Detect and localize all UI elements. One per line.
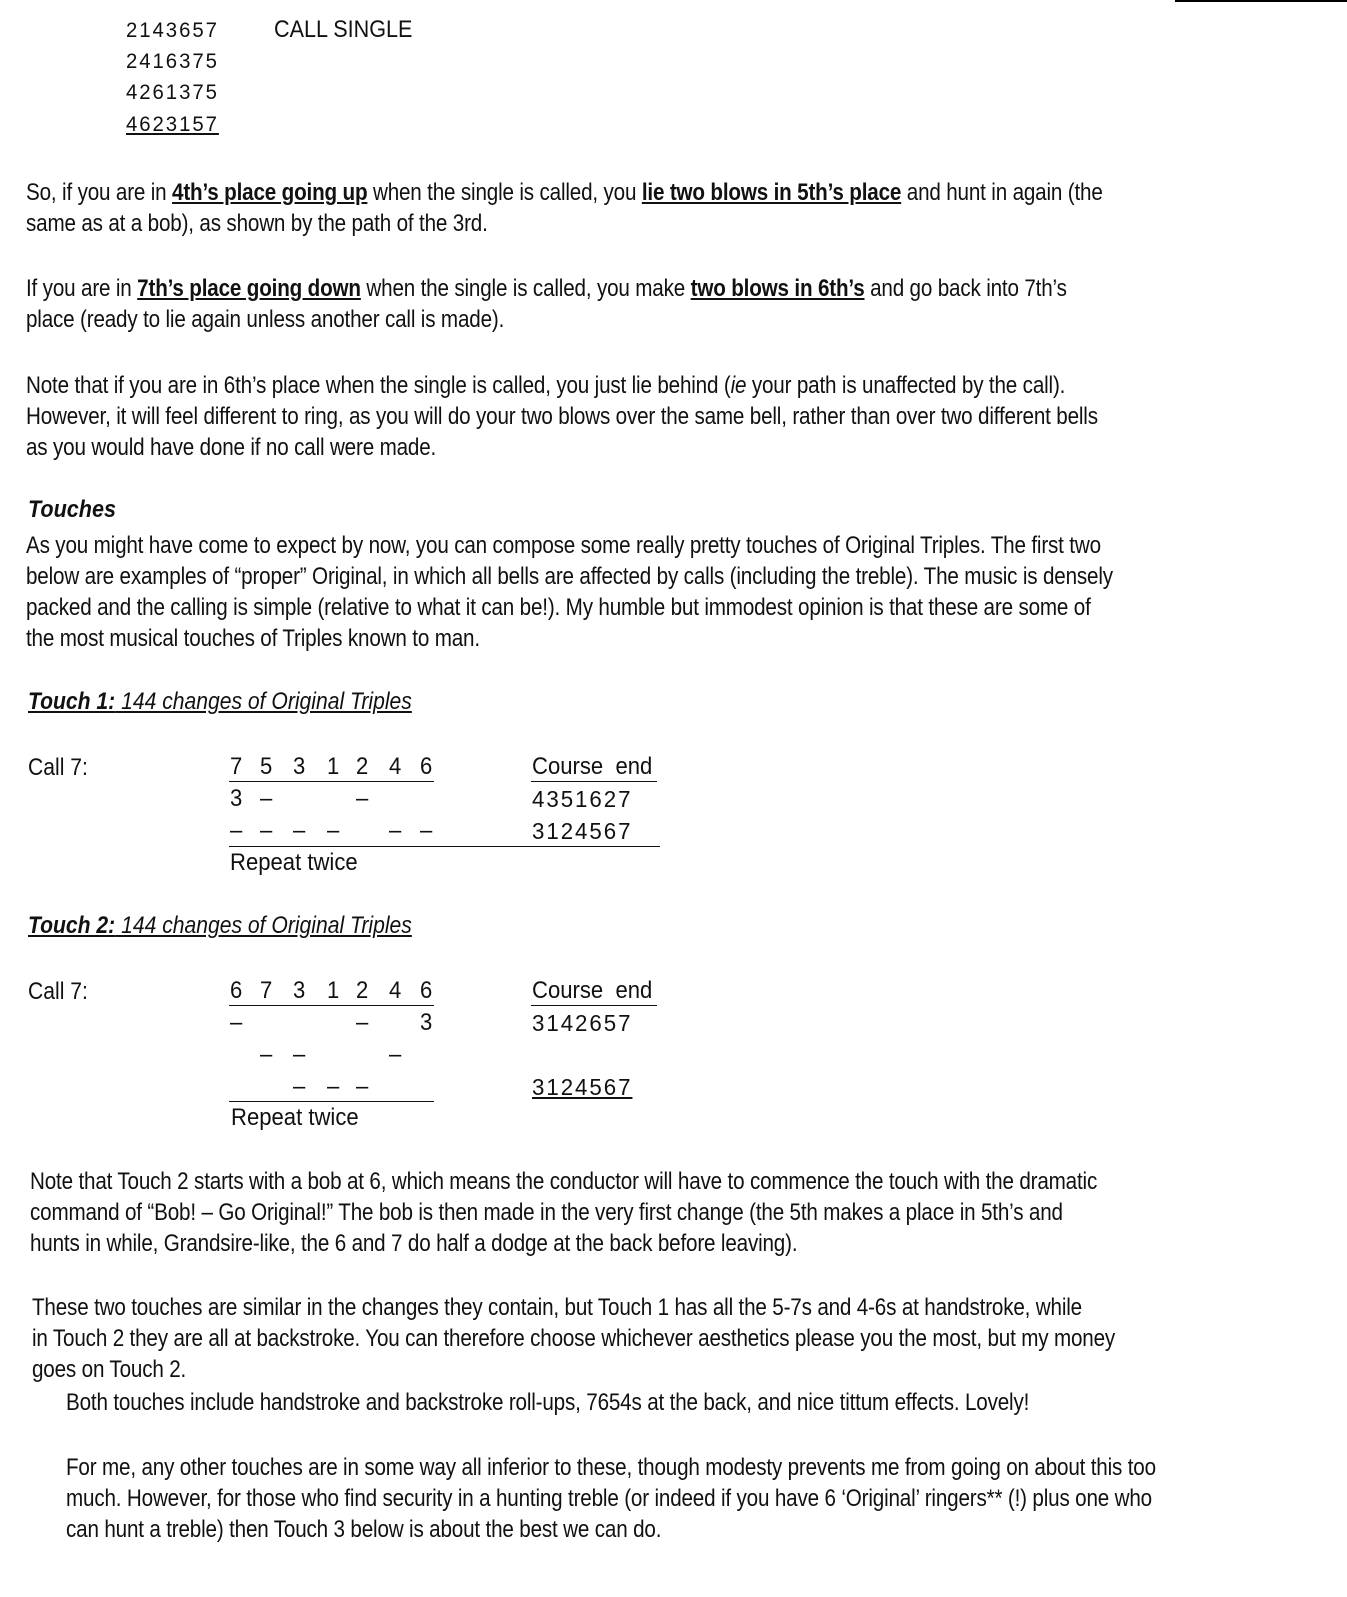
touch-title-bold: Touch 2: [28, 912, 116, 939]
call-dash: – [260, 817, 273, 844]
header-underline [229, 781, 434, 782]
course-end-row: 4351627 [532, 786, 633, 812]
touch-title-rest: 144 changes of Original Triples [115, 912, 412, 939]
call-dash: – [327, 1073, 340, 1100]
header-cell: 1 [327, 977, 340, 1004]
text-line: in Touch 2 they are all at backstroke. You can therefore choose whichever aesthetics please you the most, but my money [32, 1325, 1116, 1352]
header-cell: 3 [293, 753, 306, 780]
text-line: much. However, for those who find security in a hunting treble (or indeed if you have 6 ‘Original’ ringers** (!) plus one who [66, 1485, 1152, 1512]
call-dash: – [293, 817, 306, 844]
call-dash: – [356, 1009, 369, 1036]
call-dash: – [327, 817, 340, 844]
paragraph-touch2-note [30, 1166, 1148, 1259]
change-row-4: 4623157 [126, 113, 219, 136]
paragraph-sixths-place [26, 370, 1144, 463]
text-line: However, it will feel different to ring, as you will do your two blows over the same bell, rather than over two different bells [26, 403, 1098, 430]
text-run: when the single is called, you make [360, 275, 691, 302]
text-line: For me, any other touches are in some way all inferior to these, though modesty prevents me from going on about this too [66, 1454, 1156, 1481]
section-heading-touches: Touches [28, 496, 117, 523]
paragraph-comparison [32, 1292, 1150, 1385]
call-dash: – [356, 785, 369, 812]
course-end-underline [531, 781, 657, 782]
text-line: As you might have come to expect by now, you can compose some really pretty touches of Original Triples. The first two [26, 532, 1101, 559]
header-cell: 6 [230, 977, 243, 1004]
text-line: hunts in while, Grandsire-like, the 6 and 7 do half a dodge at the back before leaving). [30, 1230, 798, 1257]
header-cell: 7 [230, 753, 243, 780]
text-line: Note that Touch 2 starts with a bob at 6, which means the conductor will have to commence the touch with the dramatic [30, 1168, 1098, 1195]
call-dash: – [420, 817, 433, 844]
header-cell: 7 [260, 977, 273, 1004]
course-end-label: Course end [532, 753, 653, 780]
text-run: your path is unaffected by the call). [746, 372, 1066, 399]
text-run: So, if you are in [26, 179, 173, 206]
course-end-label: Course end [532, 977, 653, 1004]
block-underline [229, 846, 660, 847]
text-run: when the single is called, you [367, 179, 642, 206]
block-underline [229, 1101, 434, 1102]
text-run: Note that if you are in 6th’s place when the single is called, you just lie behind ( [26, 372, 731, 399]
course-end-row: 3124567 [532, 1074, 633, 1100]
touch-2-call-label: Call 7: [28, 978, 88, 1005]
call-single-label: CALL SINGLE [274, 16, 413, 43]
change-row-3: 4261375 [126, 81, 219, 104]
call-dash: – [260, 785, 273, 812]
text-line: place (ready to lie again unless another call is made). [26, 306, 505, 333]
repeat-note: Repeat twice [231, 1104, 359, 1131]
header-cell: 6 [420, 977, 433, 1004]
emphasis-text: 7th’s place going down [137, 275, 361, 302]
text-line: goes on Touch 2. [32, 1356, 187, 1383]
italic-text: ie [730, 372, 747, 399]
header-cell: 2 [356, 977, 369, 1004]
touch-2-title [28, 912, 412, 940]
header-underline [229, 1005, 434, 1006]
call-dash: – [389, 817, 402, 844]
text-run: If you are in [26, 275, 138, 302]
header-cell: 4 [389, 753, 402, 780]
paragraph-other-touches [66, 1452, 1184, 1545]
header-cell: 5 [260, 753, 273, 780]
touch-title-rest: 144 changes of Original Triples [115, 688, 412, 715]
header-cell: 4 [389, 977, 402, 1004]
repeat-note: Repeat twice [230, 849, 358, 876]
text-run: and hunt in again (the [901, 179, 1103, 206]
call-dash: – [230, 1009, 243, 1036]
paragraph-fourths-place [26, 177, 1144, 239]
call-dash: – [356, 1073, 369, 1100]
call-dash: – [230, 817, 243, 844]
call-dash: – [293, 1073, 306, 1100]
emphasis-text: lie two blows in 5th’s place [641, 179, 902, 206]
text-line: command of “Bob! – Go Original!” The bob is then made in the very first change (the 5th makes a place in 5th’s and [30, 1199, 1063, 1226]
call-entry: 3 [420, 1009, 433, 1036]
call-dash: – [260, 1041, 273, 1068]
text-line: can hunt a treble) then Touch 3 below is about the best we can do. [66, 1516, 662, 1543]
text-line: packed and the calling is simple (relative to what it can be!). My humble but immodest opinion is that these are some of [26, 594, 1091, 621]
header-cell: 6 [420, 753, 433, 780]
touch-1-call-label: Call 7: [28, 754, 88, 781]
call-dash: – [293, 1041, 306, 1068]
corner-rule [1175, 0, 1347, 2]
course-end-underline [531, 1005, 657, 1006]
text-run: and go back into 7th’s [864, 275, 1067, 302]
paragraph-touches-intro [26, 530, 1144, 654]
emphasis-text: two blows in 6th’s [690, 275, 865, 302]
emphasis-text: 4th’s place going up [172, 179, 368, 206]
paragraph-roll-ups: Both touches include handstroke and backstroke roll-ups, 7654s at the back, and nice tittum effects. Lovely! [66, 1389, 1030, 1416]
text-line: same as at a bob), as shown by the path of the 3rd. [26, 210, 488, 237]
header-cell: 2 [356, 753, 369, 780]
course-end-row: 3124567 [532, 818, 633, 844]
touch-title-bold: Touch 1: [28, 688, 116, 715]
header-cell: 3 [293, 977, 306, 1004]
course-end-row: 3142657 [532, 1010, 633, 1036]
touch-1-title [28, 688, 412, 716]
text-line: the most musical touches of Triples known to man. [26, 625, 480, 652]
paragraph-sevenths-place [26, 273, 1144, 335]
text-line: as you would have done if no call were made. [26, 434, 437, 461]
text-line: below are examples of “proper” Original, in which all bells are affected by calls (including the treble). The music is densely [26, 563, 1113, 590]
call-dash: – [389, 1041, 402, 1068]
change-row-2: 2416375 [126, 50, 219, 73]
text-line: These two touches are similar in the changes they contain, but Touch 1 has all the 5-7s and 4-6s at handstroke, while [32, 1294, 1082, 1321]
change-row-1: 2143657 [126, 19, 219, 42]
header-cell: 1 [327, 753, 340, 780]
call-entry: 3 [230, 785, 243, 812]
